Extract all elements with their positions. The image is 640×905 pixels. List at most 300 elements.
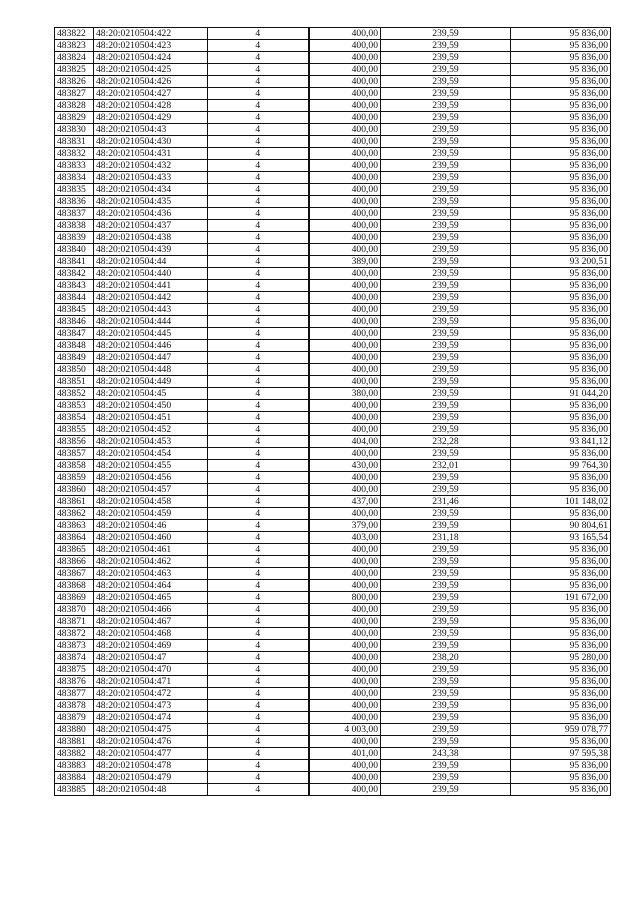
rate-cell: 239,59 [381,160,511,172]
record-id-cell: 483860 [55,484,94,496]
table-row [55,508,611,520]
type-code-cell: 4 [208,580,309,592]
cadastral-number-cell: 48:20:0210504:425 [94,64,208,76]
cadastral-number-cell: 48:20:0210504:426 [94,76,208,88]
record-id-cell: 483863 [55,520,94,532]
type-code-cell: 4 [208,52,309,64]
total-value-cell: 95 836,00 [511,628,611,640]
type-code-cell: 4 [208,352,309,364]
total-value-cell: 91 044,20 [511,388,611,400]
area-cell: 400,00 [309,772,381,784]
record-id-cell: 483830 [55,124,94,136]
table-row [55,220,611,232]
table-row [55,436,611,448]
rate-cell: 239,59 [381,688,511,700]
table-row [55,640,611,652]
record-id-cell: 483828 [55,100,94,112]
record-id-cell: 483866 [55,556,94,568]
rate-cell: 239,59 [381,52,511,64]
rate-cell: 239,59 [381,736,511,748]
record-id-cell: 483854 [55,412,94,424]
type-code-cell: 4 [208,412,309,424]
table-row [55,352,611,364]
total-value-cell: 95 836,00 [511,220,611,232]
cadastral-number-cell: 48:20:0210504:439 [94,244,208,256]
total-value-cell: 191 672,00 [511,592,611,604]
area-cell: 400,00 [309,244,381,256]
table-row [55,592,611,604]
cadastral-number-cell: 48:20:0210504:422 [94,28,208,40]
area-cell: 400,00 [309,424,381,436]
type-code-cell: 4 [208,376,309,388]
record-id-cell: 483883 [55,760,94,772]
cadastral-number-cell: 48:20:0210504:473 [94,700,208,712]
total-value-cell: 95 836,00 [511,232,611,244]
rate-cell: 239,59 [381,28,511,40]
total-value-cell: 95 836,00 [511,484,611,496]
table-row [55,784,611,796]
record-id-cell: 483846 [55,316,94,328]
area-cell: 400,00 [309,484,381,496]
rate-cell: 239,59 [381,208,511,220]
table-row [55,232,611,244]
record-id-cell: 483872 [55,628,94,640]
type-code-cell: 4 [208,736,309,748]
area-cell: 400,00 [309,568,381,580]
total-value-cell: 95 836,00 [511,352,611,364]
table-row [55,544,611,556]
table-row [55,304,611,316]
record-id-cell: 483823 [55,40,94,52]
table-row [55,292,611,304]
cadastral-number-cell: 48:20:0210504:436 [94,208,208,220]
record-id-cell: 483824 [55,52,94,64]
table-row [55,460,611,472]
type-code-cell: 4 [208,112,309,124]
type-code-cell: 4 [208,64,309,76]
total-value-cell: 99 764,30 [511,460,611,472]
area-cell: 400,00 [309,52,381,64]
table-row [55,556,611,568]
rate-cell: 238,20 [381,652,511,664]
total-value-cell: 95 836,00 [511,712,611,724]
total-value-cell: 95 836,00 [511,760,611,772]
cadastral-number-cell: 48:20:0210504:465 [94,592,208,604]
type-code-cell: 4 [208,40,309,52]
total-value-cell: 95 836,00 [511,508,611,520]
total-value-cell: 95 836,00 [511,700,611,712]
record-id-cell: 483862 [55,508,94,520]
cadastral-number-cell: 48:20:0210504:435 [94,196,208,208]
table-row [55,172,611,184]
record-id-cell: 483880 [55,724,94,736]
type-code-cell: 4 [208,340,309,352]
table-row [55,736,611,748]
record-id-cell: 483833 [55,160,94,172]
table-row [55,40,611,52]
area-cell: 400,00 [309,268,381,280]
area-cell: 400,00 [309,28,381,40]
area-cell: 400,00 [309,232,381,244]
rate-cell: 239,59 [381,232,511,244]
total-value-cell: 95 836,00 [511,448,611,460]
area-cell: 400,00 [309,304,381,316]
total-value-cell: 95 836,00 [511,136,611,148]
rate-cell: 239,59 [381,148,511,160]
cadastral-number-cell: 48:20:0210504:470 [94,664,208,676]
total-value-cell: 95 836,00 [511,376,611,388]
type-code-cell: 4 [208,544,309,556]
table-row [55,184,611,196]
rate-cell: 232,01 [381,460,511,472]
record-id-cell: 483867 [55,568,94,580]
table-row [55,532,611,544]
area-cell: 400,00 [309,328,381,340]
table-row [55,616,611,628]
record-id-cell: 483864 [55,532,94,544]
cadastral-number-cell: 48:20:0210504:479 [94,772,208,784]
cadastral-number-cell: 48:20:0210504:463 [94,568,208,580]
cadastral-number-cell: 48:20:0210504:448 [94,364,208,376]
record-id-cell: 483868 [55,580,94,592]
record-id-cell: 483884 [55,772,94,784]
area-cell: 400,00 [309,616,381,628]
rate-cell: 243,38 [381,748,511,760]
table-row [55,664,611,676]
type-code-cell: 4 [208,784,309,796]
table-row [55,424,611,436]
rate-cell: 239,59 [381,772,511,784]
rate-cell: 239,59 [381,136,511,148]
area-cell: 401,00 [309,748,381,760]
cadastral-number-cell: 48:20:0210504:476 [94,736,208,748]
record-id-cell: 483848 [55,340,94,352]
rate-cell: 239,59 [381,508,511,520]
table-row [55,268,611,280]
table-row [55,148,611,160]
table-row [55,244,611,256]
total-value-cell: 95 836,00 [511,736,611,748]
table-row [55,64,611,76]
cadastral-number-cell: 48:20:0210504:423 [94,40,208,52]
cadastral-number-cell: 48:20:0210504:449 [94,376,208,388]
cadastral-number-cell: 48:20:0210504:444 [94,316,208,328]
area-cell: 400,00 [309,412,381,424]
rate-cell: 239,59 [381,196,511,208]
table-row [55,28,611,40]
table-row [55,376,611,388]
rate-cell: 239,59 [381,304,511,316]
table-row [55,652,611,664]
record-id-cell: 483855 [55,424,94,436]
area-cell: 400,00 [309,688,381,700]
area-cell: 400,00 [309,664,381,676]
area-cell: 379,00 [309,520,381,532]
record-id-cell: 483826 [55,76,94,88]
total-value-cell: 95 836,00 [511,208,611,220]
record-id-cell: 483865 [55,544,94,556]
type-code-cell: 4 [208,280,309,292]
cadastral-number-cell: 48:20:0210504:451 [94,412,208,424]
record-id-cell: 483881 [55,736,94,748]
total-value-cell: 95 836,00 [511,40,611,52]
rate-cell: 239,59 [381,340,511,352]
type-code-cell: 4 [208,292,309,304]
area-cell: 400,00 [309,220,381,232]
table-row [55,724,611,736]
area-cell: 400,00 [309,700,381,712]
total-value-cell: 95 836,00 [511,160,611,172]
rate-cell: 239,59 [381,520,511,532]
table-row [55,580,611,592]
record-id-cell: 483875 [55,664,94,676]
rate-cell: 239,59 [381,412,511,424]
table-row [55,604,611,616]
type-code-cell: 4 [208,724,309,736]
total-value-cell: 95 280,00 [511,652,611,664]
table-row [55,88,611,100]
rate-cell: 239,59 [381,256,511,268]
table-row [55,472,611,484]
cadastral-number-cell: 48:20:0210504:433 [94,172,208,184]
record-id-cell: 483877 [55,688,94,700]
cadastral-number-cell: 48:20:0210504:429 [94,112,208,124]
table-row [55,76,611,88]
table-row [55,700,611,712]
type-code-cell: 4 [208,508,309,520]
type-code-cell: 4 [208,424,309,436]
rate-cell: 239,59 [381,568,511,580]
type-code-cell: 4 [208,76,309,88]
cadastral-number-cell: 48:20:0210504:457 [94,484,208,496]
rate-cell: 239,59 [381,484,511,496]
table-row [55,316,611,328]
total-value-cell: 95 836,00 [511,88,611,100]
area-cell: 400,00 [309,352,381,364]
area-cell: 800,00 [309,592,381,604]
record-id-cell: 483879 [55,712,94,724]
record-id-cell: 483847 [55,328,94,340]
type-code-cell: 4 [208,628,309,640]
record-id-cell: 483851 [55,376,94,388]
table-row [55,328,611,340]
record-id-cell: 483831 [55,136,94,148]
cadastral-number-cell: 48:20:0210504:453 [94,436,208,448]
table-row [55,400,611,412]
rate-cell: 239,59 [381,400,511,412]
type-code-cell: 4 [208,400,309,412]
table-row [55,496,611,508]
total-value-cell: 93 165,54 [511,532,611,544]
type-code-cell: 4 [208,328,309,340]
rate-cell: 239,59 [381,448,511,460]
table-row [55,688,611,700]
record-id-cell: 483841 [55,256,94,268]
type-code-cell: 4 [208,460,309,472]
table-row [55,712,611,724]
total-value-cell: 95 836,00 [511,568,611,580]
type-code-cell: 4 [208,304,309,316]
rate-cell: 239,59 [381,676,511,688]
table-row [55,100,611,112]
type-code-cell: 4 [208,364,309,376]
record-id-cell: 483869 [55,592,94,604]
table-row [55,748,611,760]
cadastral-number-cell: 48:20:0210504:452 [94,424,208,436]
type-code-cell: 4 [208,244,309,256]
rate-cell: 239,59 [381,724,511,736]
cadastral-number-cell: 48:20:0210504:460 [94,532,208,544]
rate-cell: 239,59 [381,712,511,724]
total-value-cell: 95 836,00 [511,64,611,76]
cadastral-number-cell: 48:20:0210504:442 [94,292,208,304]
total-value-cell: 95 836,00 [511,280,611,292]
type-code-cell: 4 [208,124,309,136]
total-value-cell: 95 836,00 [511,304,611,316]
type-code-cell: 4 [208,772,309,784]
area-cell: 400,00 [309,676,381,688]
rate-cell: 239,59 [381,316,511,328]
total-value-cell: 95 836,00 [511,328,611,340]
total-value-cell: 95 836,00 [511,412,611,424]
type-code-cell: 4 [208,88,309,100]
cadastral-number-cell: 48:20:0210504:437 [94,220,208,232]
type-code-cell: 4 [208,604,309,616]
total-value-cell: 95 836,00 [511,244,611,256]
area-cell: 400,00 [309,628,381,640]
area-cell: 389,00 [309,256,381,268]
type-code-cell: 4 [208,484,309,496]
cadastral-number-cell: 48:20:0210504:432 [94,160,208,172]
type-code-cell: 4 [208,592,309,604]
area-cell: 400,00 [309,652,381,664]
area-cell: 400,00 [309,148,381,160]
rate-cell: 239,59 [381,112,511,124]
total-value-cell: 95 836,00 [511,772,611,784]
total-value-cell: 93 200,51 [511,256,611,268]
cadastral-number-cell: 48:20:0210504:456 [94,472,208,484]
total-value-cell: 95 836,00 [511,784,611,796]
type-code-cell: 4 [208,196,309,208]
rate-cell: 239,59 [381,424,511,436]
cadastral-number-cell: 48:20:0210504:441 [94,280,208,292]
type-code-cell: 4 [208,232,309,244]
rate-cell: 239,59 [381,388,511,400]
area-cell: 400,00 [309,712,381,724]
cadastral-number-cell: 48:20:0210504:466 [94,604,208,616]
area-cell: 404,00 [309,436,381,448]
type-code-cell: 4 [208,256,309,268]
area-cell: 400,00 [309,640,381,652]
cadastral-number-cell: 48:20:0210504:46 [94,520,208,532]
table-row [55,112,611,124]
table-row [55,412,611,424]
rate-cell: 231,18 [381,532,511,544]
record-id-cell: 483861 [55,496,94,508]
total-value-cell: 95 836,00 [511,424,611,436]
cadastral-number-cell: 48:20:0210504:469 [94,640,208,652]
table-row [55,124,611,136]
rate-cell: 231,46 [381,496,511,508]
area-cell: 400,00 [309,472,381,484]
rate-cell: 239,59 [381,472,511,484]
land-plot-table [54,27,611,796]
total-value-cell: 95 836,00 [511,544,611,556]
total-value-cell: 95 836,00 [511,52,611,64]
record-id-cell: 483835 [55,184,94,196]
total-value-cell: 95 836,00 [511,148,611,160]
cadastral-number-cell: 48:20:0210504:424 [94,52,208,64]
rate-cell: 239,59 [381,616,511,628]
cadastral-number-cell: 48:20:0210504:446 [94,340,208,352]
total-value-cell: 95 836,00 [511,268,611,280]
type-code-cell: 4 [208,268,309,280]
total-value-cell: 959 078,77 [511,724,611,736]
record-id-cell: 483850 [55,364,94,376]
type-code-cell: 4 [208,616,309,628]
rate-cell: 239,59 [381,88,511,100]
rate-cell: 239,59 [381,244,511,256]
table-row [55,52,611,64]
record-id-cell: 483871 [55,616,94,628]
area-cell: 400,00 [309,736,381,748]
record-id-cell: 483878 [55,700,94,712]
cadastral-number-cell: 48:20:0210504:47 [94,652,208,664]
rate-cell: 239,59 [381,64,511,76]
area-cell: 400,00 [309,40,381,52]
cadastral-number-cell: 48:20:0210504:427 [94,88,208,100]
area-cell: 400,00 [309,100,381,112]
type-code-cell: 4 [208,100,309,112]
area-cell: 400,00 [309,544,381,556]
type-code-cell: 4 [208,496,309,508]
record-id-cell: 483827 [55,88,94,100]
cadastral-number-cell: 48:20:0210504:472 [94,688,208,700]
record-id-cell: 483822 [55,28,94,40]
rate-cell: 239,59 [381,604,511,616]
record-id-cell: 483840 [55,244,94,256]
area-cell: 400,00 [309,136,381,148]
total-value-cell: 95 836,00 [511,28,611,40]
total-value-cell: 95 836,00 [511,556,611,568]
area-cell: 4 003,00 [309,724,381,736]
total-value-cell: 95 836,00 [511,172,611,184]
total-value-cell: 95 836,00 [511,676,611,688]
type-code-cell: 4 [208,184,309,196]
total-value-cell: 95 836,00 [511,196,611,208]
type-code-cell: 4 [208,520,309,532]
table-row [55,280,611,292]
record-id-cell: 483832 [55,148,94,160]
area-cell: 400,00 [309,172,381,184]
total-value-cell: 95 836,00 [511,184,611,196]
area-cell: 400,00 [309,784,381,796]
cadastral-number-cell: 48:20:0210504:443 [94,304,208,316]
type-code-cell: 4 [208,472,309,484]
table-row [55,676,611,688]
area-cell: 400,00 [309,76,381,88]
record-id-cell: 483825 [55,64,94,76]
total-value-cell: 95 836,00 [511,604,611,616]
table-row [55,136,611,148]
total-value-cell: 95 836,00 [511,616,611,628]
record-id-cell: 483836 [55,196,94,208]
table-row [55,760,611,772]
rate-cell: 239,59 [381,364,511,376]
rate-cell: 232,28 [381,436,511,448]
cadastral-number-cell: 48:20:0210504:43 [94,124,208,136]
rate-cell: 239,59 [381,760,511,772]
